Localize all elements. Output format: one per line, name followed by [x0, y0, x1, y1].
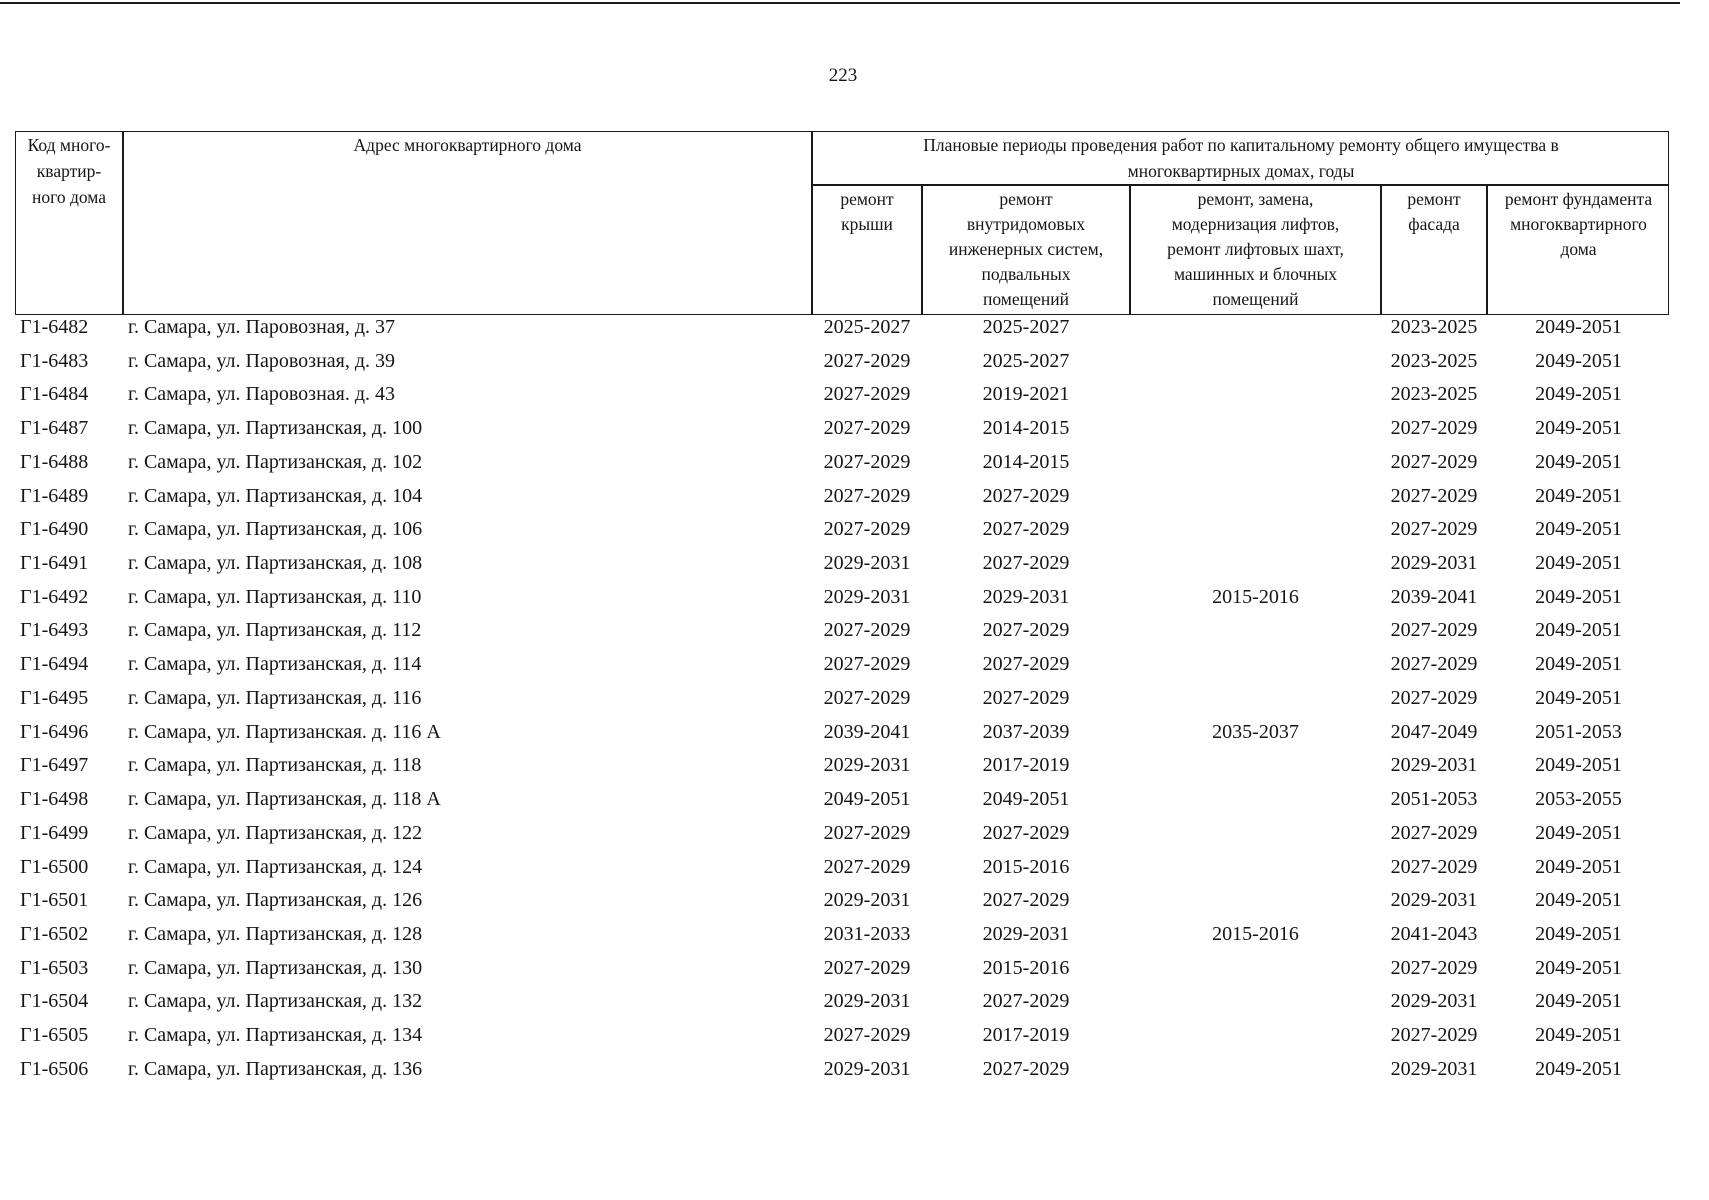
- header-code: [15, 132, 123, 210]
- cell-code: Г1-6497: [20, 754, 89, 777]
- cell-roof-repair: 2029-2031: [823, 990, 911, 1013]
- cell-engineering-systems-repair: 2019-2021: [982, 383, 1070, 406]
- cell-foundation-repair: 2049-2051: [1535, 383, 1622, 406]
- cell-code: Г1-6494: [20, 653, 89, 676]
- cell-facade-repair: 2027-2029: [1390, 417, 1478, 440]
- table-row: [0, 311, 1709, 345]
- header-line: Плановые периоды проведения работ по капитальному ремонту общего имущества в: [923, 135, 1559, 155]
- cell-roof-repair: 2027-2029: [823, 855, 911, 878]
- cell-code: Г1-6492: [20, 585, 89, 608]
- cell-foundation-repair: 2049-2051: [1535, 990, 1622, 1013]
- header-engineering-systems-repair: [922, 187, 1130, 312]
- cell-foundation-repair: 2049-2051: [1535, 1057, 1622, 1080]
- cell-address: г. Самара, ул. Партизанская, д. 122: [128, 821, 423, 844]
- top-rule: [0, 2, 1680, 4]
- cell-facade-repair: 2027-2029: [1390, 956, 1478, 979]
- cell-facade-repair: 2041-2043: [1390, 922, 1478, 945]
- header-line: ремонт: [999, 189, 1053, 209]
- cell-facade-repair: 2029-2031: [1390, 1057, 1478, 1080]
- cell-roof-repair: 2027-2029: [823, 821, 911, 844]
- page-number: 223: [828, 65, 858, 86]
- table-row: [0, 480, 1709, 514]
- cell-facade-repair: 2047-2049: [1390, 720, 1478, 743]
- cell-foundation-repair: 2049-2051: [1535, 1024, 1622, 1047]
- header-foundation-repair: [1487, 187, 1670, 262]
- cell-facade-repair: 2027-2029: [1390, 855, 1478, 878]
- cell-facade-repair: 2027-2029: [1390, 619, 1478, 642]
- cell-address: г. Самара, ул. Паровозная. д. 43: [128, 383, 396, 406]
- cell-code: Г1-6489: [20, 484, 89, 507]
- header-line: помещений: [983, 289, 1069, 309]
- table-row: [0, 412, 1709, 446]
- cell-address: г. Самара, ул. Партизанская, д. 114: [128, 653, 422, 676]
- cell-foundation-repair: 2049-2051: [1535, 518, 1622, 541]
- header-line: дома: [1560, 239, 1597, 259]
- header-line: инженерных систем,: [948, 239, 1104, 259]
- table-row: [0, 884, 1709, 918]
- cell-address: г. Самара, ул. Паровозная, д. 37: [128, 316, 396, 338]
- cell-foundation-repair: 2049-2051: [1535, 349, 1622, 372]
- cell-engineering-systems-repair: 2029-2031: [982, 922, 1070, 945]
- cell-roof-repair: 2027-2029: [823, 518, 911, 541]
- header-planned-periods: [812, 132, 1670, 184]
- cell-roof-repair: 2029-2031: [823, 585, 911, 608]
- cell-address: г. Самара, ул. Партизанская, д. 116: [128, 686, 422, 709]
- cell-facade-repair: 2027-2029: [1390, 653, 1478, 676]
- cell-address: г. Самара, ул. Партизанская, д. 132: [128, 990, 423, 1013]
- cell-address: г. Самара, ул. Партизанская, д. 112: [128, 619, 422, 642]
- cell-foundation-repair: 2049-2051: [1535, 585, 1622, 608]
- cell-code: Г1-6505: [20, 1024, 89, 1047]
- cell-engineering-systems-repair: 2027-2029: [982, 653, 1070, 676]
- cell-code: Г1-6493: [20, 619, 89, 642]
- cell-engineering-systems-repair: 2027-2029: [982, 686, 1070, 709]
- cell-roof-repair: 2027-2029: [823, 484, 911, 507]
- cell-code: Г1-6503: [20, 956, 89, 979]
- table-row: [0, 345, 1709, 379]
- subheader-divider: [811, 184, 1669, 186]
- cell-facade-repair: 2039-2041: [1390, 585, 1478, 608]
- cell-elevator-repair: 2015-2016: [1212, 585, 1299, 608]
- cell-code: Г1-6487: [20, 417, 89, 440]
- cell-foundation-repair: 2049-2051: [1535, 889, 1622, 912]
- cell-address: г. Самара, ул. Партизанская, д. 100: [128, 417, 423, 440]
- table-row: [0, 749, 1709, 783]
- cell-address: г. Самара, ул. Партизанская, д. 106: [128, 518, 423, 541]
- table-row: [0, 682, 1709, 716]
- cell-engineering-systems-repair: 2017-2019: [982, 1024, 1070, 1047]
- cell-roof-repair: 2027-2029: [823, 417, 911, 440]
- cell-roof-repair: 2025-2027: [823, 316, 911, 338]
- cell-engineering-systems-repair: 2017-2019: [982, 754, 1070, 777]
- cell-engineering-systems-repair: 2025-2027: [982, 316, 1070, 338]
- table-row: [0, 817, 1709, 851]
- header-line: ного дома: [31, 187, 107, 207]
- header-line: Адрес многоквартирного дома: [353, 135, 582, 155]
- cell-roof-repair: 2027-2029: [823, 653, 911, 676]
- cell-roof-repair: 2027-2029: [823, 686, 911, 709]
- cell-elevator-repair: 2035-2037: [1212, 720, 1299, 743]
- table-row: [0, 581, 1709, 615]
- header-line: ремонт лифтовых шахт,: [1167, 239, 1344, 259]
- header-line: многоквартирных домах, годы: [1127, 161, 1355, 181]
- cell-engineering-systems-repair: 2027-2029: [982, 990, 1070, 1013]
- cell-engineering-systems-repair: 2029-2031: [982, 585, 1070, 608]
- cell-facade-repair: 2029-2031: [1390, 754, 1478, 777]
- header-line: многоквартирного: [1510, 214, 1647, 234]
- cell-address: г. Самара, ул. Партизанская, д. 124: [128, 855, 423, 878]
- cell-foundation-repair: 2049-2051: [1535, 686, 1622, 709]
- table-row: [0, 918, 1709, 952]
- header-line: ремонт: [1407, 189, 1461, 209]
- cell-code: Г1-6498: [20, 788, 89, 811]
- cell-code: Г1-6504: [20, 990, 89, 1013]
- table-row: [0, 851, 1709, 885]
- cell-roof-repair: 2027-2029: [823, 956, 911, 979]
- cell-code: Г1-6484: [20, 383, 89, 406]
- table-row: [0, 446, 1709, 480]
- cell-facade-repair: 2027-2029: [1390, 1024, 1478, 1047]
- cell-facade-repair: 2051-2053: [1390, 788, 1478, 811]
- header-line: квартир-: [36, 161, 102, 181]
- cell-foundation-repair: 2049-2051: [1535, 821, 1622, 844]
- cell-engineering-systems-repair: 2027-2029: [982, 518, 1070, 541]
- header-line: фасада: [1408, 214, 1460, 234]
- cell-facade-repair: 2029-2031: [1390, 889, 1478, 912]
- cell-facade-repair: 2023-2025: [1390, 383, 1478, 406]
- cell-code: Г1-6506: [20, 1057, 89, 1080]
- header-line: ремонт, замена,: [1197, 189, 1314, 209]
- cell-roof-repair: 2027-2029: [823, 450, 911, 473]
- header-line: ремонт: [840, 189, 894, 209]
- cell-elevator-repair: 2015-2016: [1212, 922, 1299, 945]
- cell-roof-repair: 2039-2041: [823, 720, 911, 743]
- cell-foundation-repair: 2051-2053: [1535, 720, 1622, 743]
- cell-facade-repair: 2029-2031: [1390, 990, 1478, 1013]
- cell-roof-repair: 2049-2051: [823, 788, 911, 811]
- cell-code: Г1-6502: [20, 922, 89, 945]
- cell-roof-repair: 2029-2031: [823, 1057, 911, 1080]
- cell-address: г. Самара, ул. Партизанская, д. 126: [128, 889, 423, 912]
- cell-code: Г1-6490: [20, 518, 89, 541]
- cell-foundation-repair: 2049-2051: [1535, 417, 1622, 440]
- table-row: [0, 1053, 1709, 1087]
- cell-address: г. Самара, ул. Партизанская, д. 118: [128, 754, 422, 777]
- cell-address: г. Самара, ул. Партизанская, д. 134: [128, 1024, 423, 1047]
- cell-code: Г1-6491: [20, 552, 89, 575]
- cell-foundation-repair: 2049-2051: [1535, 754, 1622, 777]
- cell-engineering-systems-repair: 2014-2015: [982, 450, 1070, 473]
- cell-facade-repair: 2023-2025: [1390, 316, 1478, 338]
- cell-code: Г1-6499: [20, 821, 89, 844]
- table-body: [0, 311, 1709, 1087]
- table-row: [0, 648, 1709, 682]
- cell-engineering-systems-repair: 2027-2029: [982, 619, 1070, 642]
- header-line: Код много-: [27, 135, 111, 155]
- table-row: [0, 378, 1709, 412]
- cell-facade-repair: 2023-2025: [1390, 349, 1478, 372]
- cell-engineering-systems-repair: 2015-2016: [982, 956, 1070, 979]
- header-elevator-repair: [1130, 187, 1381, 312]
- table-row: [0, 783, 1709, 817]
- cell-code: Г1-6501: [20, 889, 89, 912]
- cell-foundation-repair: 2049-2051: [1535, 484, 1622, 507]
- cell-address: г. Самара, ул. Партизанская, д. 104: [128, 484, 423, 507]
- cell-address: г. Самара, ул. Партизанская, д. 108: [128, 552, 423, 575]
- header-line: подвальных: [981, 264, 1071, 284]
- cell-address: г. Самара, ул. Партизанская, д. 130: [128, 956, 423, 979]
- cell-engineering-systems-repair: 2027-2029: [982, 552, 1070, 575]
- cell-address: г. Самара, ул. Партизанская, д. 136: [128, 1057, 423, 1080]
- cell-code: Г1-6483: [20, 349, 89, 372]
- cell-roof-repair: 2027-2029: [823, 619, 911, 642]
- cell-roof-repair: 2027-2029: [823, 383, 911, 406]
- cell-address: г. Самара, ул. Партизанская, д. 128: [128, 922, 423, 945]
- cell-code: Г1-6500: [20, 855, 89, 878]
- header-line: машинных и блочных: [1173, 264, 1338, 284]
- cell-foundation-repair: 2049-2051: [1535, 619, 1622, 642]
- cell-code: Г1-6496: [20, 720, 89, 743]
- cell-facade-repair: 2029-2031: [1390, 552, 1478, 575]
- cell-roof-repair: 2031-2033: [823, 922, 911, 945]
- cell-address: г. Самара, ул. Партизанская, д. 102: [128, 450, 423, 473]
- cell-facade-repair: 2027-2029: [1390, 821, 1478, 844]
- table-row: [0, 716, 1709, 750]
- table-row: [0, 985, 1709, 1019]
- header-roof-repair: [812, 187, 922, 237]
- cell-foundation-repair: 2049-2051: [1535, 922, 1622, 945]
- header-line: ремонт фундамента: [1504, 189, 1653, 209]
- cell-roof-repair: 2029-2031: [823, 754, 911, 777]
- table-row: [0, 547, 1709, 581]
- table-row: [0, 513, 1709, 547]
- table-row: [0, 952, 1709, 986]
- cell-engineering-systems-repair: 2014-2015: [982, 417, 1070, 440]
- table-row: [0, 614, 1709, 648]
- cell-engineering-systems-repair: 2049-2051: [982, 788, 1070, 811]
- cell-engineering-systems-repair: 2037-2039: [982, 720, 1070, 743]
- cell-foundation-repair: 2049-2051: [1535, 316, 1622, 338]
- header-line: помещений: [1212, 289, 1299, 309]
- cell-facade-repair: 2027-2029: [1390, 484, 1478, 507]
- cell-engineering-systems-repair: 2027-2029: [982, 821, 1070, 844]
- cell-facade-repair: 2027-2029: [1390, 518, 1478, 541]
- cell-engineering-systems-repair: 2025-2027: [982, 349, 1070, 372]
- cell-engineering-systems-repair: 2027-2029: [982, 1057, 1070, 1080]
- cell-address: г. Самара, ул. Партизанская, д. 118 А: [128, 788, 441, 811]
- header-address: [123, 132, 812, 158]
- cell-address: г. Самара, ул. Паровозная, д. 39: [128, 349, 396, 372]
- header-line: крыши: [841, 214, 893, 234]
- cell-engineering-systems-repair: 2027-2029: [982, 889, 1070, 912]
- header-line: модернизация лифтов,: [1171, 214, 1340, 234]
- table-row: [0, 1019, 1709, 1053]
- header-facade-repair: [1381, 187, 1487, 237]
- cell-foundation-repair: 2049-2051: [1535, 956, 1622, 979]
- cell-foundation-repair: 2053-2055: [1535, 788, 1622, 811]
- cell-code: Г1-6495: [20, 686, 89, 709]
- cell-roof-repair: 2027-2029: [823, 1024, 911, 1047]
- cell-roof-repair: 2027-2029: [823, 349, 911, 372]
- cell-foundation-repair: 2049-2051: [1535, 653, 1622, 676]
- cell-code: Г1-6482: [20, 316, 89, 338]
- cell-address: г. Самара, ул. Партизанская, д. 110: [128, 585, 422, 608]
- cell-roof-repair: 2029-2031: [823, 889, 911, 912]
- cell-address: г. Самара, ул. Партизанская. д. 116 А: [128, 720, 441, 743]
- cell-foundation-repair: 2049-2051: [1535, 552, 1622, 575]
- cell-facade-repair: 2027-2029: [1390, 450, 1478, 473]
- header-line: внутридомовых: [966, 214, 1086, 234]
- cell-roof-repair: 2029-2031: [823, 552, 911, 575]
- cell-facade-repair: 2027-2029: [1390, 686, 1478, 709]
- cell-engineering-systems-repair: 2015-2016: [982, 855, 1070, 878]
- cell-code: Г1-6488: [20, 450, 89, 473]
- cell-foundation-repair: 2049-2051: [1535, 450, 1622, 473]
- cell-engineering-systems-repair: 2027-2029: [982, 484, 1070, 507]
- cell-foundation-repair: 2049-2051: [1535, 855, 1622, 878]
